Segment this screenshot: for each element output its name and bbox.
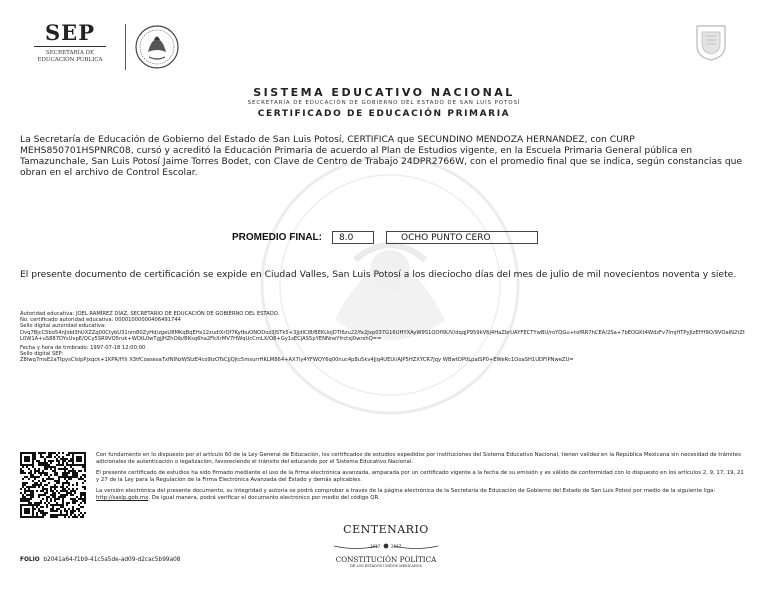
centenario-emblem-icon	[384, 544, 389, 549]
qr-code[interactable]	[20, 452, 86, 518]
year-left: 1917	[370, 544, 381, 549]
sello-sep-label: Sello digital SEP:	[20, 351, 64, 358]
certification-paragraph: La Secretaría de Educación de Gobierno del Estado de San Luis Potosí, CERTIFICA que SECUNDINO MENDOZA HERNANDEZ, con CURP MEHS850701HSPNRC08, cursó y acreditó la Educación Primaria de acuerdo al Plan de Estudios vigente, en la Escuela Primaria General pública en Tamazunchale, San Luis Potosí Jaime Torres Bodet, con Clave de Centro de Trabajo 24DPR2766W, con el promedio final que se indica, según constancias que obran en el archivo de Control Escolar.	[20, 134, 743, 178]
centenario-word: CENTENARIO	[343, 523, 429, 536]
folio-label: FOLIO	[20, 557, 40, 563]
year-right: 2017	[391, 544, 402, 549]
qr-modules	[20, 452, 86, 518]
sello-digital-label: Sello digital autoridad educativa:	[20, 323, 106, 330]
legal-paragraph-3-end: . De igual manera, podrá verificar el documento electrónico por medio del código QR.	[148, 494, 380, 501]
legal-paragraph-1: Con fundamento en lo dispuesto por el artículo 60 de la Ley General de Educación, los certificados de estudios expedidos por instituciones del Sistema Educativo Nacional, tienen validez en la República Mexicana sin necesidad de trámites adicionales de autenticación o legalización, favoreciendo el tránsito del educando por el Sistema Educativo Nacional.	[96, 452, 741, 465]
legal-paragraph-3-text: La versión electrónica del presente documento, su integridad y autoría se podrá comprobar a través de la página electrónica de la Secretaría de Educación de Gobierno del Estado de San Luis Potosí por medio de la siguiente liga:	[96, 488, 716, 495]
folio-value: b2041a64-f1b9-41c5a5de-ad09-d2cac5b99a08	[43, 557, 181, 563]
no-certificado: No. certificado autoridad educativa: 00001000000406491744	[20, 317, 181, 324]
state-seal-icon	[694, 22, 728, 62]
watermark-seal	[255, 150, 525, 420]
logo-divider	[125, 24, 126, 70]
sep-logo-sub-2: EDUCACIÓN PÚBLICA	[37, 57, 103, 63]
issuance-paragraph: El presente documento de certificación se expide en Ciudad Valles, San Luis Potosí a los dieciocho días del mes de julio de mil novecientos noventa y siete.	[20, 269, 737, 280]
signature-block	[20, 311, 745, 364]
certificate-type: CERTIFICADO DE EDUCACIÓN PRIMARIA	[257, 109, 511, 119]
sello-digital-value: Dvq7BjcC5bo54nJldd3hUXZZq00CtybU31nm80ZyHd/zgeU8MKqBqEHs12zudlXrQf7KyfbuONODoz3JSTk5+3JjdlCl8/BEKUoJDTI6zu22/fx2Jxp037G16UHYXAyW9S1QOfl9UV/dqqjP959kV6j4HaZbrUAYFECTYwBU/roYQGu+tofRR7hCEA/2Sa+7bEOGKt4WdzFv7lmjHTPyJIzEfYf9O/9VOaIN2tZtL0W1A+uS887DYsUvpE/QCy5SR9VQ5ruk+WOtL0wTgjJHZhOib/BKsq6ha2FkXrMV7HWqUcCmLX/O8+Gy1sECjAS5pYENNneYfrctxJ0wrxhQ==	[20, 329, 745, 342]
sep-logo-word: SEP	[45, 20, 95, 45]
legal-notes	[96, 452, 746, 507]
verification-link[interactable]: http://saslp.gob.mx	[96, 494, 149, 501]
centenario-logo	[326, 523, 446, 573]
document-title: SISTEMA EDUCATIVO NACIONAL	[253, 86, 515, 99]
eagle-emblem-icon	[134, 24, 180, 70]
promedio-text: OCHO PUNTO CERO	[386, 231, 538, 244]
estados-text: DE LOS ESTADOS UNIDOS MEXICANOS	[350, 564, 422, 568]
document-subtitle: SECRETARÍA DE EDUCACIÓN DE GOBIERNO DEL ESTADO DE SAN LUIS POTOSÍ	[247, 100, 521, 106]
constitucion-text: CONSTITUCIÓN POLÍTICA	[335, 555, 437, 564]
legal-paragraph-3	[96, 488, 746, 501]
sello-sep-value: Z8lwq7msE2aTtpysClslpPjxqck+1KPR/fYli X3tfCoasesaTxfNlNzWStzE4co9lzOTsCJjQjtc5msurrHKLM864+AX7ly4YFWQY6q00nuc4p8u5kv4Jjq4UEUi/AJP5HZXYCR7Jqy WBwtOP0LpaISP0+EWeRc1OoaSH1UDFlPNweZU=	[20, 357, 574, 364]
promedio-label: PROMEDIO FINAL:	[232, 232, 322, 243]
sep-logo	[20, 22, 120, 70]
fecha-timbrado: Fecha y hora de timbrado: 1997-07-18 12:00:00	[20, 345, 146, 352]
sep-logo-sub-1: SECRETARÍA DE	[46, 50, 94, 56]
legal-paragraph-2: El presente certificado de estudios ha sido firmado mediante el uso de la firma electrónica avanzada, amparada por un certificado vigente a la fecha de su emisión y es válido de conformidad con lo dispuesto en los artículos 2, 9, 17, 19, 21 y 27 de la Ley para la Regulación de la Firma Electrónica Avanzada del Estado y demás aplicables.	[96, 470, 744, 483]
autoridad-educativa: Autoridad educativa: JOEL RAMÍREZ DÍAZ, SECRETARIO DE EDUCACIÓN DE GOBIERNO DEL ESTADO.	[20, 311, 280, 317]
centenario-years	[326, 541, 446, 551]
folio	[20, 557, 181, 563]
promedio-value: 8.0	[332, 231, 374, 244]
